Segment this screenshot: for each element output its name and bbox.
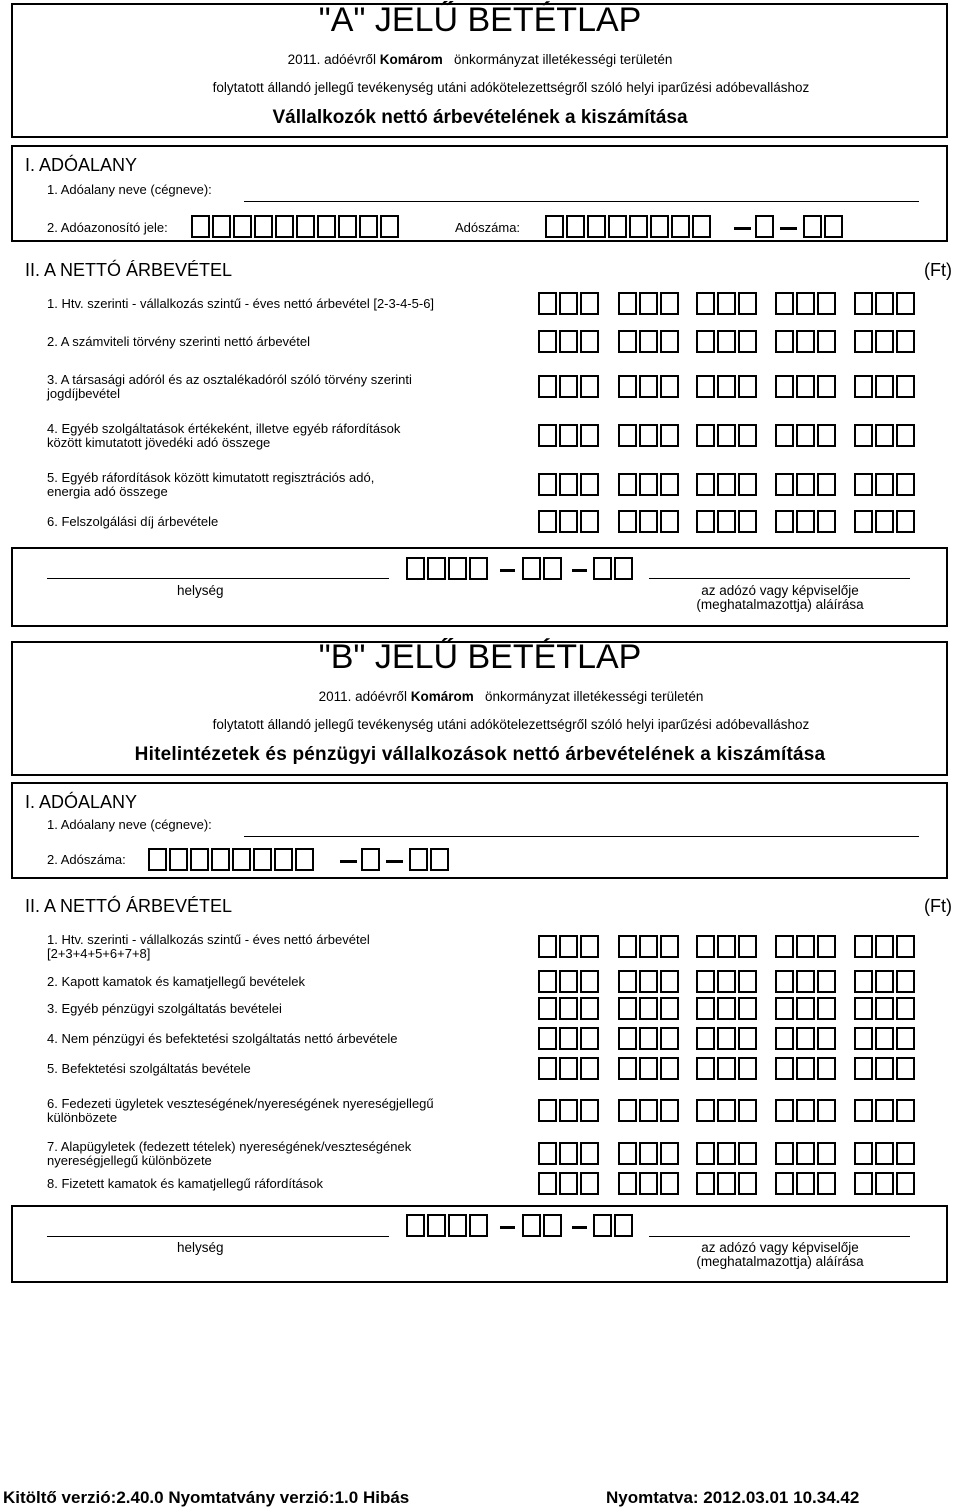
a-date-dash-1: [500, 569, 515, 572]
row-label-continued: jogdíjbevétel: [47, 386, 120, 401]
amount-digit-group[interactable]: [696, 330, 757, 353]
a-section1-title: I. ADÓALANY: [25, 155, 138, 175]
row-label: 6. Felszolgálási díj árbevétele: [47, 514, 219, 529]
amount-digit-group[interactable]: [696, 935, 757, 958]
b-taxnum-field-3[interactable]: [409, 848, 449, 871]
amount-digit-group[interactable]: [696, 375, 757, 398]
amount-digit-group[interactable]: [538, 997, 599, 1020]
amount-digit-group[interactable]: [696, 473, 757, 496]
b-taxnum-field-1[interactable]: [148, 848, 314, 871]
a-unit-label: (Ft): [924, 260, 952, 280]
amount-digit-group[interactable]: [775, 1099, 836, 1122]
amount-digit-group[interactable]: [696, 1099, 757, 1122]
amount-digit-group[interactable]: [696, 970, 757, 993]
a-sign-label-2: (meghatalmazottja) aláírása: [696, 597, 864, 612]
row-label: 6. Fedezeti ügyletek veszteségének/nyereségének nyereségjellegű: [47, 1096, 434, 1111]
amount-digit-group[interactable]: [618, 1099, 679, 1122]
amount-digit-group[interactable]: [854, 1099, 915, 1122]
b-sign-label-2: (meghatalmazottja) aláírása: [696, 1254, 864, 1269]
amount-digit-group[interactable]: [854, 375, 915, 398]
amount-digit-group[interactable]: [696, 1172, 757, 1195]
a-taxnum-label: Adószáma:: [455, 220, 521, 235]
b-date-dash-2: [572, 1226, 587, 1229]
amount-digit-group[interactable]: [538, 1142, 599, 1165]
amount-digit-group[interactable]: [854, 510, 915, 533]
amount-digit-group[interactable]: [854, 1172, 915, 1195]
amount-digit-group[interactable]: [538, 330, 599, 353]
a-taxid-label: 2. Adóazonosító jele:: [47, 220, 168, 235]
amount-digit-group[interactable]: [618, 1142, 679, 1165]
b-sign-label-1: az adózó vagy képviselője: [701, 1240, 859, 1255]
row-label-continued: különbözete: [47, 1110, 118, 1125]
footer-version-info: Kitöltő verzió:2.40.0 Nyomtatvány verzió:1.0 Hibás: [3, 1488, 410, 1507]
b-taxnum-label: 2. Adószáma:: [47, 852, 126, 867]
amount-digit-group[interactable]: [696, 1057, 757, 1080]
row-label: 4. Nem pénzügyi és befektetési szolgáltatás nettó árbevétele: [47, 1031, 398, 1046]
amount-digit-group[interactable]: [775, 292, 836, 315]
b-year-prefix: 2011. adóévről: [318, 689, 407, 704]
a-sign-label-1: az adózó vagy képviselője: [701, 583, 859, 598]
b-section2-title: II. A NETTÓ ÁRBEVÉTEL: [25, 896, 233, 916]
row-label-continued: között kimutatott jövedéki adó összege: [47, 435, 271, 450]
amount-digit-group[interactable]: [538, 1027, 599, 1050]
a-taxid-field[interactable]: [191, 215, 399, 238]
a-date-dash-2: [572, 569, 587, 572]
row-label: 1. Htv. szerinti - vállalkozás szintű - éves nettó árbevétel [2-3-4-5-6]: [47, 296, 435, 311]
row-label: 3. Egyéb pénzügyi szolgáltatás bevételei: [47, 1001, 282, 1016]
amount-digit-group[interactable]: [775, 424, 836, 447]
amount-digit-group[interactable]: [696, 510, 757, 533]
b-date-month[interactable]: [522, 1214, 562, 1237]
b-date-dash-1: [500, 1226, 515, 1229]
a-place-label: helység: [177, 583, 224, 598]
a-taxnum-dash-1: [734, 227, 751, 230]
row-label-continued: nyereségjellegű különbözete: [47, 1153, 212, 1168]
amount-digit-group[interactable]: [854, 292, 915, 315]
amount-digit-group[interactable]: [538, 1057, 599, 1080]
row-label-continued: energia adó összege: [47, 484, 168, 499]
amount-digit-group[interactable]: [775, 1142, 836, 1165]
a-name-field[interactable]: [244, 201, 919, 202]
amount-digit-group[interactable]: [854, 970, 915, 993]
amount-digit-group[interactable]: [618, 375, 679, 398]
amount-digit-group[interactable]: [538, 1099, 599, 1122]
amount-digit-group[interactable]: [538, 424, 599, 447]
b-year-line: [0, 690, 960, 704]
amount-digit-group[interactable]: [854, 935, 915, 958]
a-year-suffix: önkormányzat illetékességi területén: [454, 52, 673, 67]
amount-digit-group[interactable]: [538, 935, 599, 958]
amount-digit-group[interactable]: [696, 997, 757, 1020]
a-place-field[interactable]: [47, 578, 389, 579]
amount-digit-group[interactable]: [618, 970, 679, 993]
a-taxnum-field-3[interactable]: [803, 215, 843, 238]
amount-digit-group[interactable]: [618, 997, 679, 1020]
a-year-prefix: 2011. adóévről: [287, 52, 376, 67]
b-heading: Hitelintézetek és pénzügyi vállalkozások nettó árbevételének a kiszámítása: [134, 744, 826, 765]
amount-digit-group[interactable]: [618, 1057, 679, 1080]
a-name-label: 1. Adóalany neve (cégneve):: [47, 182, 212, 197]
a-taxnum-field-2[interactable]: [755, 215, 774, 238]
b-taxnum-dash-1: [340, 860, 357, 863]
b-place-label: helység: [177, 1240, 224, 1255]
amount-digit-group[interactable]: [854, 1142, 915, 1165]
a-title: "A" JELŰ BETÉTLAP: [318, 1, 642, 39]
amount-digit-group[interactable]: [854, 330, 915, 353]
amount-digit-group[interactable]: [538, 375, 599, 398]
b-municipality: Komárom: [410, 689, 474, 704]
amount-digit-group[interactable]: [775, 1172, 836, 1195]
amount-digit-group[interactable]: [618, 424, 679, 447]
amount-digit-group[interactable]: [696, 424, 757, 447]
a-section2-title: II. A NETTÓ ÁRBEVÉTEL: [25, 260, 233, 280]
amount-digit-group[interactable]: [538, 510, 599, 533]
a-date-year[interactable]: [406, 557, 488, 580]
amount-digit-group[interactable]: [775, 510, 836, 533]
a-date-day[interactable]: [593, 557, 633, 580]
a-heading: Vállalkozók nettó árbevételének a kiszámítása: [272, 107, 688, 128]
b-year-suffix: önkormányzat illetékességi területén: [485, 689, 704, 704]
amount-digit-group[interactable]: [775, 1057, 836, 1080]
b-title: "B" JELŰ BETÉTLAP: [318, 638, 642, 676]
amount-digit-group[interactable]: [775, 330, 836, 353]
b-unit-label: (Ft): [924, 896, 952, 916]
row-label: 8. Fizetett kamatok és kamatjellegű ráfordítások: [47, 1176, 324, 1191]
amount-digit-group[interactable]: [854, 1027, 915, 1050]
amount-digit-group[interactable]: [775, 1027, 836, 1050]
b-signature-field[interactable]: [649, 1236, 910, 1237]
amount-digit-group[interactable]: [618, 1172, 679, 1195]
a-signature-field[interactable]: [649, 578, 910, 579]
amount-digit-group[interactable]: [775, 935, 836, 958]
row-label: 5. Befektetési szolgáltatás bevétele: [47, 1061, 251, 1076]
amount-digit-group[interactable]: [618, 330, 679, 353]
b-date-year[interactable]: [406, 1214, 488, 1237]
amount-digit-group[interactable]: [538, 970, 599, 993]
b-date-day[interactable]: [593, 1214, 633, 1237]
amount-digit-group[interactable]: [618, 292, 679, 315]
b-section1-title: I. ADÓALANY: [25, 792, 138, 812]
b-taxnum-field-2[interactable]: [361, 848, 380, 871]
amount-digit-group[interactable]: [538, 473, 599, 496]
amount-digit-group[interactable]: [775, 375, 836, 398]
amount-digit-group[interactable]: [618, 510, 679, 533]
amount-digit-group[interactable]: [696, 1142, 757, 1165]
b-name-label: 1. Adóalany neve (cégneve):: [47, 817, 212, 832]
amount-digit-group[interactable]: [538, 292, 599, 315]
a-date-month[interactable]: [522, 557, 562, 580]
b-subtitle: folytatott állandó jellegű tevékenység utáni adókötelezettségről szóló helyi iparűzési adóbevalláshoz: [212, 717, 810, 732]
amount-digit-group[interactable]: [618, 473, 679, 496]
b-place-field[interactable]: [47, 1236, 389, 1237]
amount-digit-group[interactable]: [854, 997, 915, 1020]
amount-digit-group[interactable]: [775, 970, 836, 993]
a-subtitle: folytatott állandó jellegű tevékenység utáni adókötelezettségről szóló helyi iparűzési adóbevalláshoz: [212, 80, 810, 95]
amount-digit-group[interactable]: [696, 292, 757, 315]
footer-printed: Nyomtatva: 2012.03.01 10.34.42: [606, 1488, 860, 1507]
amount-digit-group[interactable]: [618, 935, 679, 958]
amount-digit-group[interactable]: [618, 1027, 679, 1050]
amount-digit-group[interactable]: [696, 1027, 757, 1050]
row-label: 2. Kapott kamatok és kamatjellegű bevételek: [47, 974, 305, 989]
amount-digit-group[interactable]: [854, 424, 915, 447]
b-name-field[interactable]: [244, 836, 919, 837]
row-label: 1. Htv. szerinti - vállalkozás szintű - éves nettó árbevétel: [47, 932, 370, 947]
row-label: 5. Egyéb ráfordítások között kimutatott regisztrációs adó,: [47, 470, 375, 485]
amount-digit-group[interactable]: [775, 473, 836, 496]
row-label: 3. A társasági adóról és az osztalékadóról szóló törvény szerinti: [47, 372, 412, 387]
amount-digit-group[interactable]: [538, 1172, 599, 1195]
row-label-continued: [2+3+4+5+6+7+8]: [47, 946, 151, 961]
a-taxnum-field-1[interactable]: [545, 215, 711, 238]
amount-digit-group[interactable]: [775, 997, 836, 1020]
amount-digit-group[interactable]: [854, 1057, 915, 1080]
a-taxnum-dash-2: [780, 227, 797, 230]
amount-digit-group[interactable]: [854, 473, 915, 496]
row-label: 2. A számviteli törvény szerinti nettó árbevétel: [47, 334, 311, 349]
a-municipality: Komárom: [379, 52, 443, 67]
a-year-line: [0, 53, 960, 67]
b-taxnum-dash-2: [386, 860, 403, 863]
row-label: 7. Alapügyletek (fedezett tételek) nyereségének/veszteségének: [47, 1139, 412, 1154]
row-label: 4. Egyéb szolgáltatások értékeként, illetve egyéb ráfordítások: [47, 421, 401, 436]
